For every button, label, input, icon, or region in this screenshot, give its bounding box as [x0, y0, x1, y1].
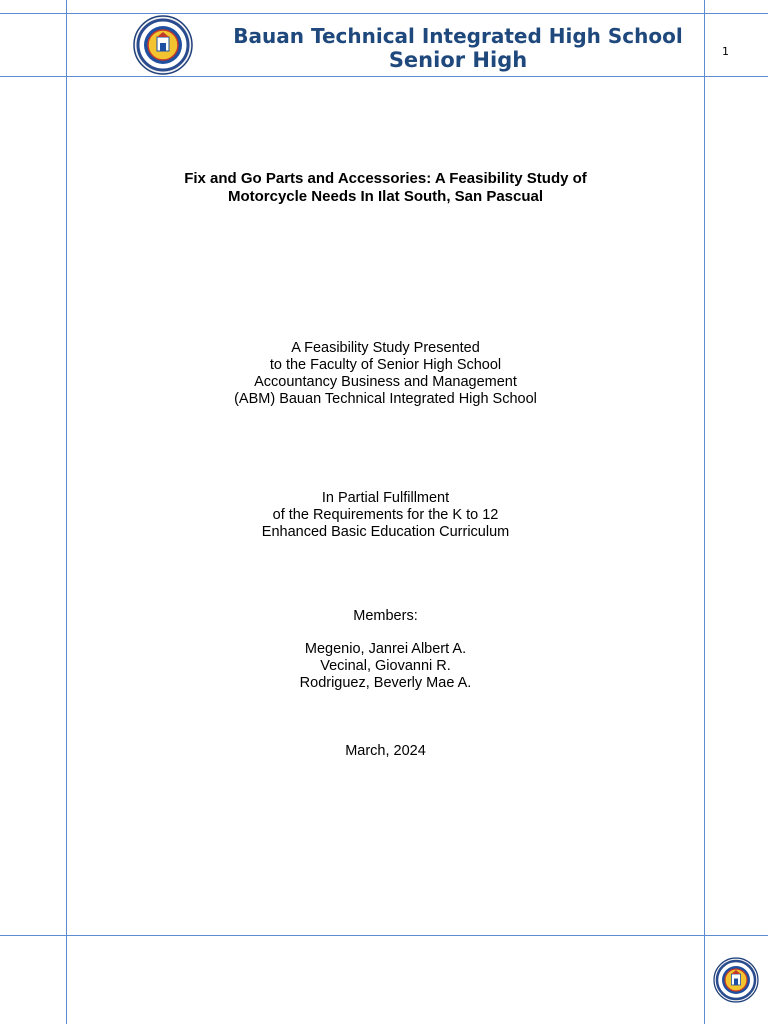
- page-number: 1: [722, 45, 729, 58]
- header-title: [200, 24, 716, 73]
- presented-line-4: (ABM) Bauan Technical Integrated High School: [234, 391, 537, 407]
- submission-date: [67, 743, 704, 760]
- member-name: Rodriguez, Beverly Mae A.: [299, 675, 472, 691]
- header-top-border: [0, 13, 768, 14]
- right-margin-border: [704, 0, 705, 1024]
- member-name: Vecinal, Giovanni R.: [320, 658, 451, 674]
- footer-top-border: [0, 935, 768, 936]
- fulfillment-line-1: In Partial Fulfillment: [321, 490, 450, 506]
- presented-line-1: A Feasibility Study Presented: [291, 340, 480, 356]
- presented-line-2: to the Faculty of Senior High School: [269, 357, 502, 373]
- presentation-statement: [67, 340, 704, 408]
- member-name: Megenio, Janrei Albert A.: [304, 641, 467, 657]
- document-title-line-1: Fix and Go Parts and Accessories: A Feasibility Study of: [184, 170, 587, 187]
- date-text: March, 2024: [345, 743, 426, 759]
- members-heading: [67, 608, 704, 625]
- school-division: Senior High: [388, 48, 528, 72]
- document-title: [67, 170, 704, 206]
- members-label: Members:: [353, 608, 418, 624]
- fulfillment-line-3: Enhanced Basic Education Curriculum: [261, 524, 510, 540]
- footer-school-seal-icon: [712, 957, 760, 1003]
- members-list: [67, 641, 704, 692]
- fulfillment-line-2: of the Requirements for the K to 12: [272, 507, 499, 523]
- school-name: Bauan Technical Integrated High School: [233, 24, 683, 48]
- header-bottom-border: [0, 76, 768, 77]
- document-title-line-2: Motorcycle Needs In Ilat South, San Pascual: [227, 188, 544, 205]
- fulfillment-statement: [67, 490, 704, 541]
- presented-line-3: Accountancy Business and Management: [254, 374, 517, 390]
- school-seal-icon: [131, 15, 195, 75]
